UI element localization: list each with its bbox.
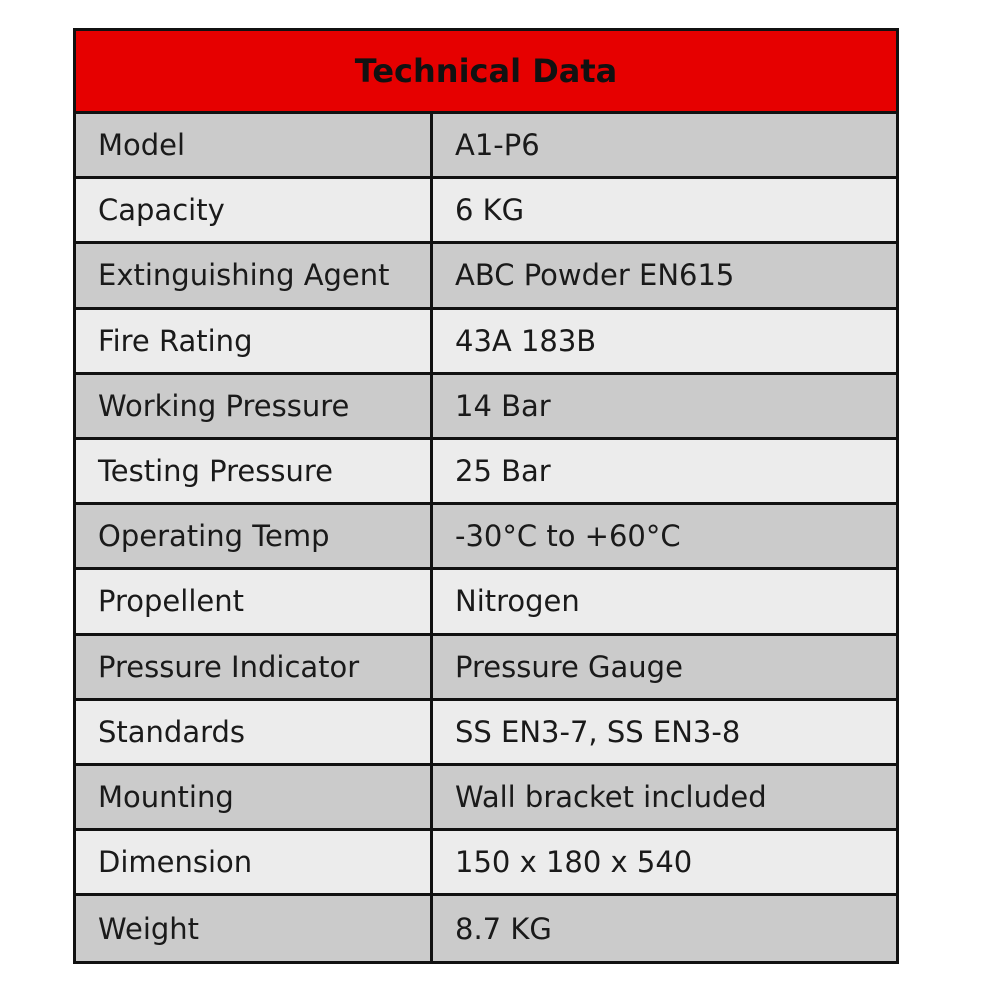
- row-value: Nitrogen: [433, 570, 896, 632]
- row-value: -30°C to +60°C: [433, 505, 896, 567]
- row-label: Propellent: [76, 570, 433, 632]
- row-value: Pressure Gauge: [433, 636, 896, 698]
- table-row: [76, 375, 896, 440]
- row-label: Fire Rating: [76, 310, 433, 372]
- row-label: Capacity: [76, 179, 433, 241]
- row-label: Model: [76, 114, 433, 176]
- row-label: Working Pressure: [76, 375, 433, 437]
- row-label: Mounting: [76, 766, 433, 828]
- row-value: SS EN3-7, SS EN3-8: [433, 701, 896, 763]
- row-label: Weight: [76, 896, 433, 961]
- table-body: [76, 114, 896, 961]
- row-value: 43A 183B: [433, 310, 896, 372]
- table-title: Technical Data: [76, 31, 896, 114]
- row-label: Testing Pressure: [76, 440, 433, 502]
- table-row: [76, 114, 896, 179]
- table-row: [76, 179, 896, 244]
- row-label: Extinguishing Agent: [76, 244, 433, 306]
- row-label: Pressure Indicator: [76, 636, 433, 698]
- row-value: ABC Powder EN615: [433, 244, 896, 306]
- row-label: Operating Temp: [76, 505, 433, 567]
- row-value: A1-P6: [433, 114, 896, 176]
- technical-data-table: [73, 28, 899, 964]
- table-row: [76, 440, 896, 505]
- table-row: [76, 505, 896, 570]
- row-value: Wall bracket included: [433, 766, 896, 828]
- table-row: [76, 831, 896, 896]
- row-value: 14 Bar: [433, 375, 896, 437]
- table-row: [76, 766, 896, 831]
- table-row: [76, 896, 896, 961]
- row-value: 25 Bar: [433, 440, 896, 502]
- table-row: [76, 701, 896, 766]
- table-row: [76, 570, 896, 635]
- row-label: Standards: [76, 701, 433, 763]
- table-row: [76, 310, 896, 375]
- row-value: 6 KG: [433, 179, 896, 241]
- row-value: 150 x 180 x 540: [433, 831, 896, 893]
- table-row: [76, 244, 896, 309]
- row-value: 8.7 KG: [433, 896, 896, 961]
- table-row: [76, 636, 896, 701]
- row-label: Dimension: [76, 831, 433, 893]
